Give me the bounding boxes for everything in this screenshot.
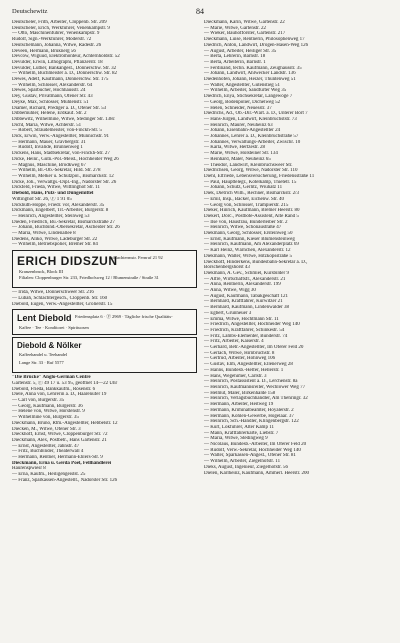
- left-entries-1: [12, 20, 197, 248]
- directory-entry: Diedenhofen, Johann, Heizer, Thuntenweg 51: [204, 77, 296, 83]
- directory-entry: — Gerhard, Betr.-Angestellter, Im Oferer Feld 20: [204, 345, 304, 351]
- directory-entry: — Hans-Jürgen, Landwirt, Kleinbruchststr. 73: [204, 116, 297, 122]
- directory-entry: — Helmut, Maler, Birkenhalde 158: [204, 390, 276, 396]
- directory-entry: — Kurt, Lokführer, Alter Kamp 11: [204, 424, 275, 430]
- directory-entry: — Bernhard, Kaufmann, Lindenwalder 38: [204, 305, 289, 311]
- directory-entry: — Hermann, Mauer, Gravbergstr. 31: [12, 139, 86, 145]
- left-entries-3: [12, 375, 197, 483]
- ad-didszun-address: [19, 269, 194, 280]
- directory-entry: Dickmann, Engelbert, Tit.-Arbeiter, Bürgerstr. 8: [12, 208, 109, 214]
- directory-entry: — Fritz, Lambs-Elementer, Bunderstr. 74: [204, 333, 288, 339]
- directory-entry: — Ernst, Angestellter, Jahnstr. 47: [12, 443, 80, 449]
- directory-entry: Dieks, August, Ingenieur, Ziegelhofstr. 56: [204, 464, 288, 470]
- directory-entry: — Irida, Witwe, Donnerschweer Str. 216: [12, 290, 94, 296]
- directory-entry: Diecken, M., Witwe, Ofener Str. 3: [12, 426, 81, 432]
- directory-entry: — Gertrud, Arbeiter, Hohnweg 106: [204, 356, 276, 362]
- directory-entry: — Fritz, Arbeiter, Kaiserstr. 4: [204, 339, 264, 345]
- directory-entry: Diehl, Elfriede, Lebensversicherung, Friedensstraße 11: [204, 173, 315, 179]
- directory-entry: — Friedrich, Angestellter, Hochheider Weg 140: [204, 322, 300, 328]
- page-number: 84: [196, 7, 204, 16]
- directory-entry: — Wilhelm, Buchmeister a. D., Donnerschw. Str. 82: [12, 71, 118, 77]
- directory-entry: — Erna, Kaufm., Heiligengeistst. 25: [12, 472, 86, 478]
- directory-entry: — Magnus, Maschine, Brodkweg 67: [12, 162, 86, 168]
- directory-entry: — Marie, Witwe, Holsteiner Str. 134: [204, 151, 278, 157]
- directory-entry: — Robert, Straudemeister, von-Finckh-Str. 5: [12, 128, 102, 134]
- directory-entry: — Heinrich, Witwe, Schönaustraße 47: [204, 225, 282, 231]
- directory-entry: — August, Arbeiter, Heiliger Str. 35: [204, 48, 277, 54]
- directory-entry: Diek, Dietrich Wilh., Rechner, Bismarckstr. 2/3: [204, 191, 300, 197]
- directory-entry: — Wilhelmine von, Bürgerstr. 35: [12, 415, 79, 421]
- directory-entry: Dieckmann, Bruno, Rtm.-Angestellter, Hebbelstr. 12: [12, 420, 118, 426]
- directory-entry: — Egbert, Grünheuer 3: [204, 310, 252, 316]
- ad-didszun-name: ERICH DIDSZUN: [17, 254, 118, 269]
- directory-entry: — Georg, Kaufmann, Bürgerstr. 36: [12, 403, 83, 409]
- directory-entry: — Wilhelm, Bl.-Ob.-Sekretär, Hild. Str. 278: [12, 168, 101, 174]
- directory-entry: Deyke, Max, Schlosser, Mühlenstr. 51: [12, 99, 89, 105]
- advertisement-diebold: [12, 309, 197, 335]
- directory-entry: Deutscheler, Frith, Arbeiter, Cloppenb. Str. 209: [12, 20, 107, 25]
- directory-entry: Dieden, Friedrich, Bü.-Sekretär, Bismarckstraße 27: [12, 219, 115, 225]
- directory-entry: — Helene von, Witwe, Hörstenstr. 9: [12, 409, 85, 415]
- directory-entry: Devulder, Luther, Bankangest., Donnerschw. Str. 32: [12, 65, 117, 71]
- directory-entry: — Berta, Arbeiterin, Bärnstr. 1: [204, 59, 266, 65]
- directory-entry: Dieckmann, Luise, Rentnerin, Philosophenweg 17: [204, 37, 305, 43]
- directory-entry: — Theodor, Landwirt, Kleinbruchsweer Str.: [204, 162, 293, 168]
- directory-entry: Devcow, Wiguud, Elektromonteur, Achternholdstr. 52: [12, 54, 120, 60]
- directory-entry: Dieckmann, Karin, Witwe, Gartenstr. 22: [204, 20, 285, 25]
- directory-entry: Dick, Erwin, Verw.-Angestellter, Münnichstr. 91: [12, 134, 110, 140]
- directory-entry: — August, Kaufmann, Tabakgeschäft 121: [204, 293, 288, 299]
- ad-diebold-info: Friedensplatz 6 · Ⓕ 2969 · Tägliche frische Qualitäts-: [75, 314, 173, 320]
- directory-entry: — Walter, Angestellter, Gutenstieg 51: [204, 82, 281, 88]
- directory-entry: Rudolf, Sign.-Werkführer, Moderstr. 72: [12, 37, 92, 43]
- directory-entry: "Die Brücke" Anglo-German Centre: [12, 375, 91, 381]
- directory-entry: — Heinrich, Kaufmannsreiter, Wechlower Weg 77: [204, 385, 306, 390]
- directory-entry: Diekert, Dorc., Postbote-Assistent, Alte Rand 5: [204, 213, 299, 219]
- directory-entry: Dicke, Heinr., Gutn.-Pol.-Meist., Hochheider Weg 26: [12, 156, 119, 162]
- directory-entry: Dickens, Hans, Stadtsekretär, von-Finckh-Str. 27: [12, 151, 110, 157]
- ad-didszun-phone: Schlachtermstr. Fernruf 21 92: [109, 255, 163, 261]
- directory-entry: — Hans, Wegehimer, Carlstr. 3: [204, 373, 267, 379]
- directory-entry: — Karla, Witwe, Hertzestr. 28: [204, 145, 265, 151]
- directory-entry: Dieckmann, Alex, Postbetr., Hans Gartenstr. 21: [12, 437, 107, 443]
- directory-entry: — Anna, Witwe, Wigg 30: [204, 288, 256, 294]
- directory-entry: Dieckhoff, Ernst, Witwe, Cloppenburger Str. 72: [12, 432, 108, 438]
- directory-entry: — Hermann, Arbeiter, Heitweg 19: [204, 402, 274, 408]
- directory-entry: — Wilhelm, Melker u. Schutzpol., Bismarckstr. 12: [12, 173, 114, 179]
- directory-entry: — Heinrich, Maurer, Neuheinz 63: [204, 122, 273, 128]
- ad-noelker-address: Lange Str. 33 · Ruf 5577: [19, 360, 64, 366]
- advertisement-noelker: [12, 337, 197, 373]
- page-header: [12, 6, 388, 18]
- directory-entry: — Emma, Witwe, Höchtmann Str. 11: [204, 316, 279, 322]
- directory-entry: — Hermann, Rentner, Hermann-Ehlers-Str. 9: [12, 455, 103, 461]
- directory-entry: — Nicolaus, Bundesb.-Arbeiter, Im Oferer Feld 20: [204, 442, 307, 448]
- directory-entry: — Mann, Kraftfahrerkarte, Liebstr. 7: [204, 430, 279, 436]
- directory-entry: — Gustav, Elm, Angestellter, Ellenerweg 28: [204, 362, 293, 368]
- directory-entry: — Heinrich, Angestellter, Steinweg 53: [12, 213, 90, 219]
- directory-entry: — Otto, Maschinenführer, Venenkampstr. 9: [12, 31, 100, 37]
- directory-entry: — Berta, Lehrerin, Bärnstr. 18: [204, 54, 266, 60]
- directory-entry: — Johannes, Verwaltungs-Arbeiter, Zwischr. 10: [204, 139, 301, 145]
- directory-entry: Diedrich, Anton, Landwirt, Drögen-Hasen-Weg 126: [204, 42, 309, 48]
- directory-entry: — Georg von, Schlosser, Trampierstr. 215: [204, 202, 289, 208]
- directory-entry: — Ferdinand, techn. Kaufmann, Zeughausstr. 35: [204, 65, 302, 71]
- directory-entry: — Johann, Schutz, Gerlitz, Wiuhatz 11: [204, 185, 283, 191]
- directory-entry: — Rudolf, Invalide, Brunnenweg 1: [12, 145, 83, 151]
- directory-entry: — Wilhelm, Arbeiter, Sandfurter Weg 35: [204, 88, 287, 94]
- directory-entry: — Maria, Witwe, Lindenallee 8: [12, 231, 76, 237]
- directory-entry: — Alfre, Wirtschaftsfr., Alexanderstr. 21: [204, 276, 286, 282]
- directory-entry: — Hermann, Kriminalbeamter, Hoyalerstr. 2: [204, 407, 294, 413]
- directory-entry: — Emil, Insp., Bäcker, Eichenw. Str. 40: [204, 196, 285, 202]
- right-column: [204, 20, 389, 476]
- directory-entry: — Karl Heinz, Wärnchen, Alexanderstr. 12: [204, 248, 291, 254]
- directory-entry: — Heinrich, Kaufmann, Am Alexanderplatz 69: [204, 242, 299, 248]
- directory-entry: — Wilhelm, Betriebspolier, Bremer Str. 84: [12, 242, 98, 248]
- left-entries-2: [12, 290, 197, 307]
- directory-entry: Dickfeld, Frieda, Witwe, Wittlinghof Str. 11: [12, 185, 100, 191]
- directory-entry: — Walter, Sparkassen-Angest., Ofener Str. 81: [204, 453, 296, 459]
- directory-entry: — Bernhard, Kraftfahrer, Kürwitzer 21: [204, 299, 283, 305]
- ad-noelker-business: Kaffeehandel u. Teehandel: [19, 352, 68, 358]
- directory-entry: — Paul, Haupttelegr., Kötelkamp, Thietetr. 15: [204, 179, 297, 185]
- directory-entry: Diedrichs, Ad., Ob.-Dir.-Wärt. a. D., Unterer Bort 7: [204, 111, 308, 117]
- directory-entry: Deutscheler, Erich, Werkführer, Venenkampstr. 9: [12, 25, 110, 31]
- directory-entry: Dicht, Maria, Witwe, Achterstr. 51: [12, 122, 82, 128]
- directory-entry: Dewes, Adelf, Kaufmann, Donnerschw. Str. 175: [12, 77, 109, 83]
- directory-entry: — Johann, Eisenbahn-Angestellter 24: [204, 128, 281, 134]
- ad-didszun-branches: Filialen: Cloppenburger Str. 233, Friedhofsweg 12 / Blumenstraße / Straße 31: [19, 274, 159, 280]
- directory-entry: Diele, Anna von, Lehrerin a. D., Haarenufer 19: [12, 392, 107, 398]
- directory-entry: — Rudolf, Verw.-Sekretär, Hochheider Weg 140: [204, 447, 301, 453]
- directory-entry: Diekmann, Walter, Witwe, Hitzkopsstraße 5: [204, 253, 293, 259]
- directory-entry: — Franz, Sparkassen-Angestellt., Nadorster Str. 126: [12, 477, 118, 483]
- directory-entry: — Gerlach, Witwe, Hirnbruchstr. 8: [204, 350, 275, 356]
- ad-diebold-products: Kaffee · Tee · Konditorei · Spirituosen: [19, 325, 89, 331]
- directory-entry: Deutschemann, Johanna, Witwe, Radestr. 26: [12, 42, 102, 48]
- directory-entry: Dicke, Joh., Verwaltgs.-Dipl.-Ing., Nadorster Str. 26: [12, 179, 117, 185]
- running-head: Deutschewitz: [12, 8, 48, 15]
- directory-entry: — Reinhard, Maler, Neuheinz 65: [204, 156, 271, 162]
- directory-entry: Gartenstr. 5, Ⓕ 49 17 u. 53 95, geöffnet 14—22 Uhr: [12, 380, 118, 386]
- directory-entry: — Carl von, Bürgerstr. 35: [12, 398, 65, 404]
- directory-entry: — Lubah, Schlachtergesch., Cloppenb. Str. 160: [12, 295, 108, 301]
- directory-entry: — Marie, Witwe, Gartenstr. 22: [204, 25, 267, 31]
- ad-diebold-name: Lent Diebold: [17, 313, 72, 324]
- directory-entry: — Ilse von, Hausfrau, Bunderleiber Str. 2: [204, 219, 288, 225]
- directory-entry: Dickhuth-Hoppe, Friedr. vor, Alexanderstr. 35: [12, 202, 105, 208]
- directory-entry: — Anna, Rentnerin, Alexanderstr. 199: [204, 282, 281, 288]
- left-column: [12, 20, 197, 484]
- directory-entry: Dieckmann, Erna u. Gerda Poel, Fellhändlerei: [12, 460, 112, 466]
- directory-entry: Dibbemühler, Helene, Erdkäuf. Str. 2: [12, 111, 87, 117]
- directory-entry: — Heinrich, Sch.-Händler, Klingenbergstr. 122: [204, 419, 299, 425]
- directory-entry: — Ernst, Kaufmann, Kieser Blumensteinweg: [204, 236, 295, 242]
- directory-entry: Diekmann, A. Gev., Schmiel, Kursbilder 9: [204, 270, 289, 276]
- right-entries: [204, 20, 389, 476]
- directory-entry: Dielen, Karlheinz, Kaufmann, Ammerl. Heerstr. 200: [204, 470, 309, 476]
- directory-entry: Diekmann, Georg, Schlosser, Ersteinweg 50: [204, 231, 293, 237]
- directory-entry: Dey, Gustav, Privatmann, Ofener Str. 43: [12, 94, 93, 100]
- directory-entry: Dieker, Hinrich, Kaufmann, Bremer Heerstr. 80: [204, 208, 300, 214]
- directory-entry: — Friedrich, Kraftfahrer, Schinkestr. 54: [204, 327, 285, 333]
- advertisement-didszun: [12, 250, 197, 288]
- ad-noelker-name: Diebold & Nölker: [17, 341, 82, 351]
- directory-entry: Wittinghof Str. 26, Ⓕ 1 91 05: [12, 196, 72, 202]
- directory-entry: — Johann, Landwirt, Ahlwecker Landstr. 136: [204, 71, 296, 77]
- directory-entry: Dieckhoff, Hinderkens, Bundesbahn-Sekretär a. D.,: [204, 259, 308, 265]
- directory-entry: Dewes, Sparbücher, Hochhausstr. 24: [12, 88, 86, 94]
- directory-entry: Diedrich, Enya, Stichsekretär, Langewoge 7: [204, 94, 293, 100]
- directory-entry: — Maria, Witwe, Stedingweg 9: [204, 436, 268, 442]
- directory-entry: Deveen, Hermann, Bruknerg 56: [12, 48, 76, 54]
- directory-entry: — Hermann, Kohlen-Gewerbe, Hogelaar. 37: [204, 413, 294, 419]
- directory-entry: — Heinrich, Postassistent a. D., Lerchenstr. 8a: [204, 379, 298, 385]
- directory-entry: — Johann, Buchbind.-Obersekretär, Ascheider Str. 26: [12, 225, 120, 231]
- directory-entry: — Wilhelm, Schlosser, Alexanderstr. 64: [12, 82, 93, 88]
- directory-entry: — Wieker, Bauhofförster, Gartenstr. 217: [204, 31, 286, 37]
- directory-entry: Haurenspwiesr 8: [12, 466, 46, 472]
- directory-entry: — Fritz, Buchbinder, Theaterwall 4: [12, 449, 84, 455]
- directory-entry: Devulder, Erwin, Lithographi, Pflanzerstr. 18: [12, 59, 103, 65]
- directory-entry: Dibbewitz, Wilhelmine, Witwe, Stedinger Str. 138c: [12, 116, 115, 122]
- directory-entry: Diamer, Richard, Prediger a. D., Ofener Str. 53: [12, 105, 107, 111]
- directory-entry: — Helen, Schneider, Neuesstr. 37: [204, 105, 272, 111]
- directory-entry: — Hanns, Bundesb.-Helfer, Hellerstr. 1: [204, 367, 284, 373]
- directory-entry: — Heinrich, Verlagsbuchhändler, Am Thehringr. 32: [204, 396, 308, 402]
- directory-entry: — Johannes, Lehrer a. D., Kleinbruchstraße 57: [204, 134, 299, 140]
- ad-didszun-address-line: Kranzenbruck, Block III: [19, 269, 64, 275]
- directory-entry: Borschenbergshorst 43: [204, 265, 250, 271]
- directory-entry: — Wilhelm, Arbeiter, Ziegelhofstr. 11: [204, 459, 281, 465]
- directory-entry: Diebold, Frieda, Bankkaufm., Rosenstr. 6: [12, 386, 96, 392]
- directory-entry: Diebold, Eugen, Verw.-Angestellter, Grolierstr. 15: [12, 301, 113, 307]
- directory-entry: Diedens, Aliko, Witwe, Ladeburger Str. 22: [12, 236, 98, 242]
- directory-entry: Diedrichsen, Georg, Witwe, Nadorster Str. 110: [204, 168, 298, 174]
- directory-entry: Diebold, Hans, Putz- und Düngemittel: [12, 191, 94, 197]
- directory-entry: — Georg, Bodenpolier, Dichelweg 52: [204, 99, 281, 105]
